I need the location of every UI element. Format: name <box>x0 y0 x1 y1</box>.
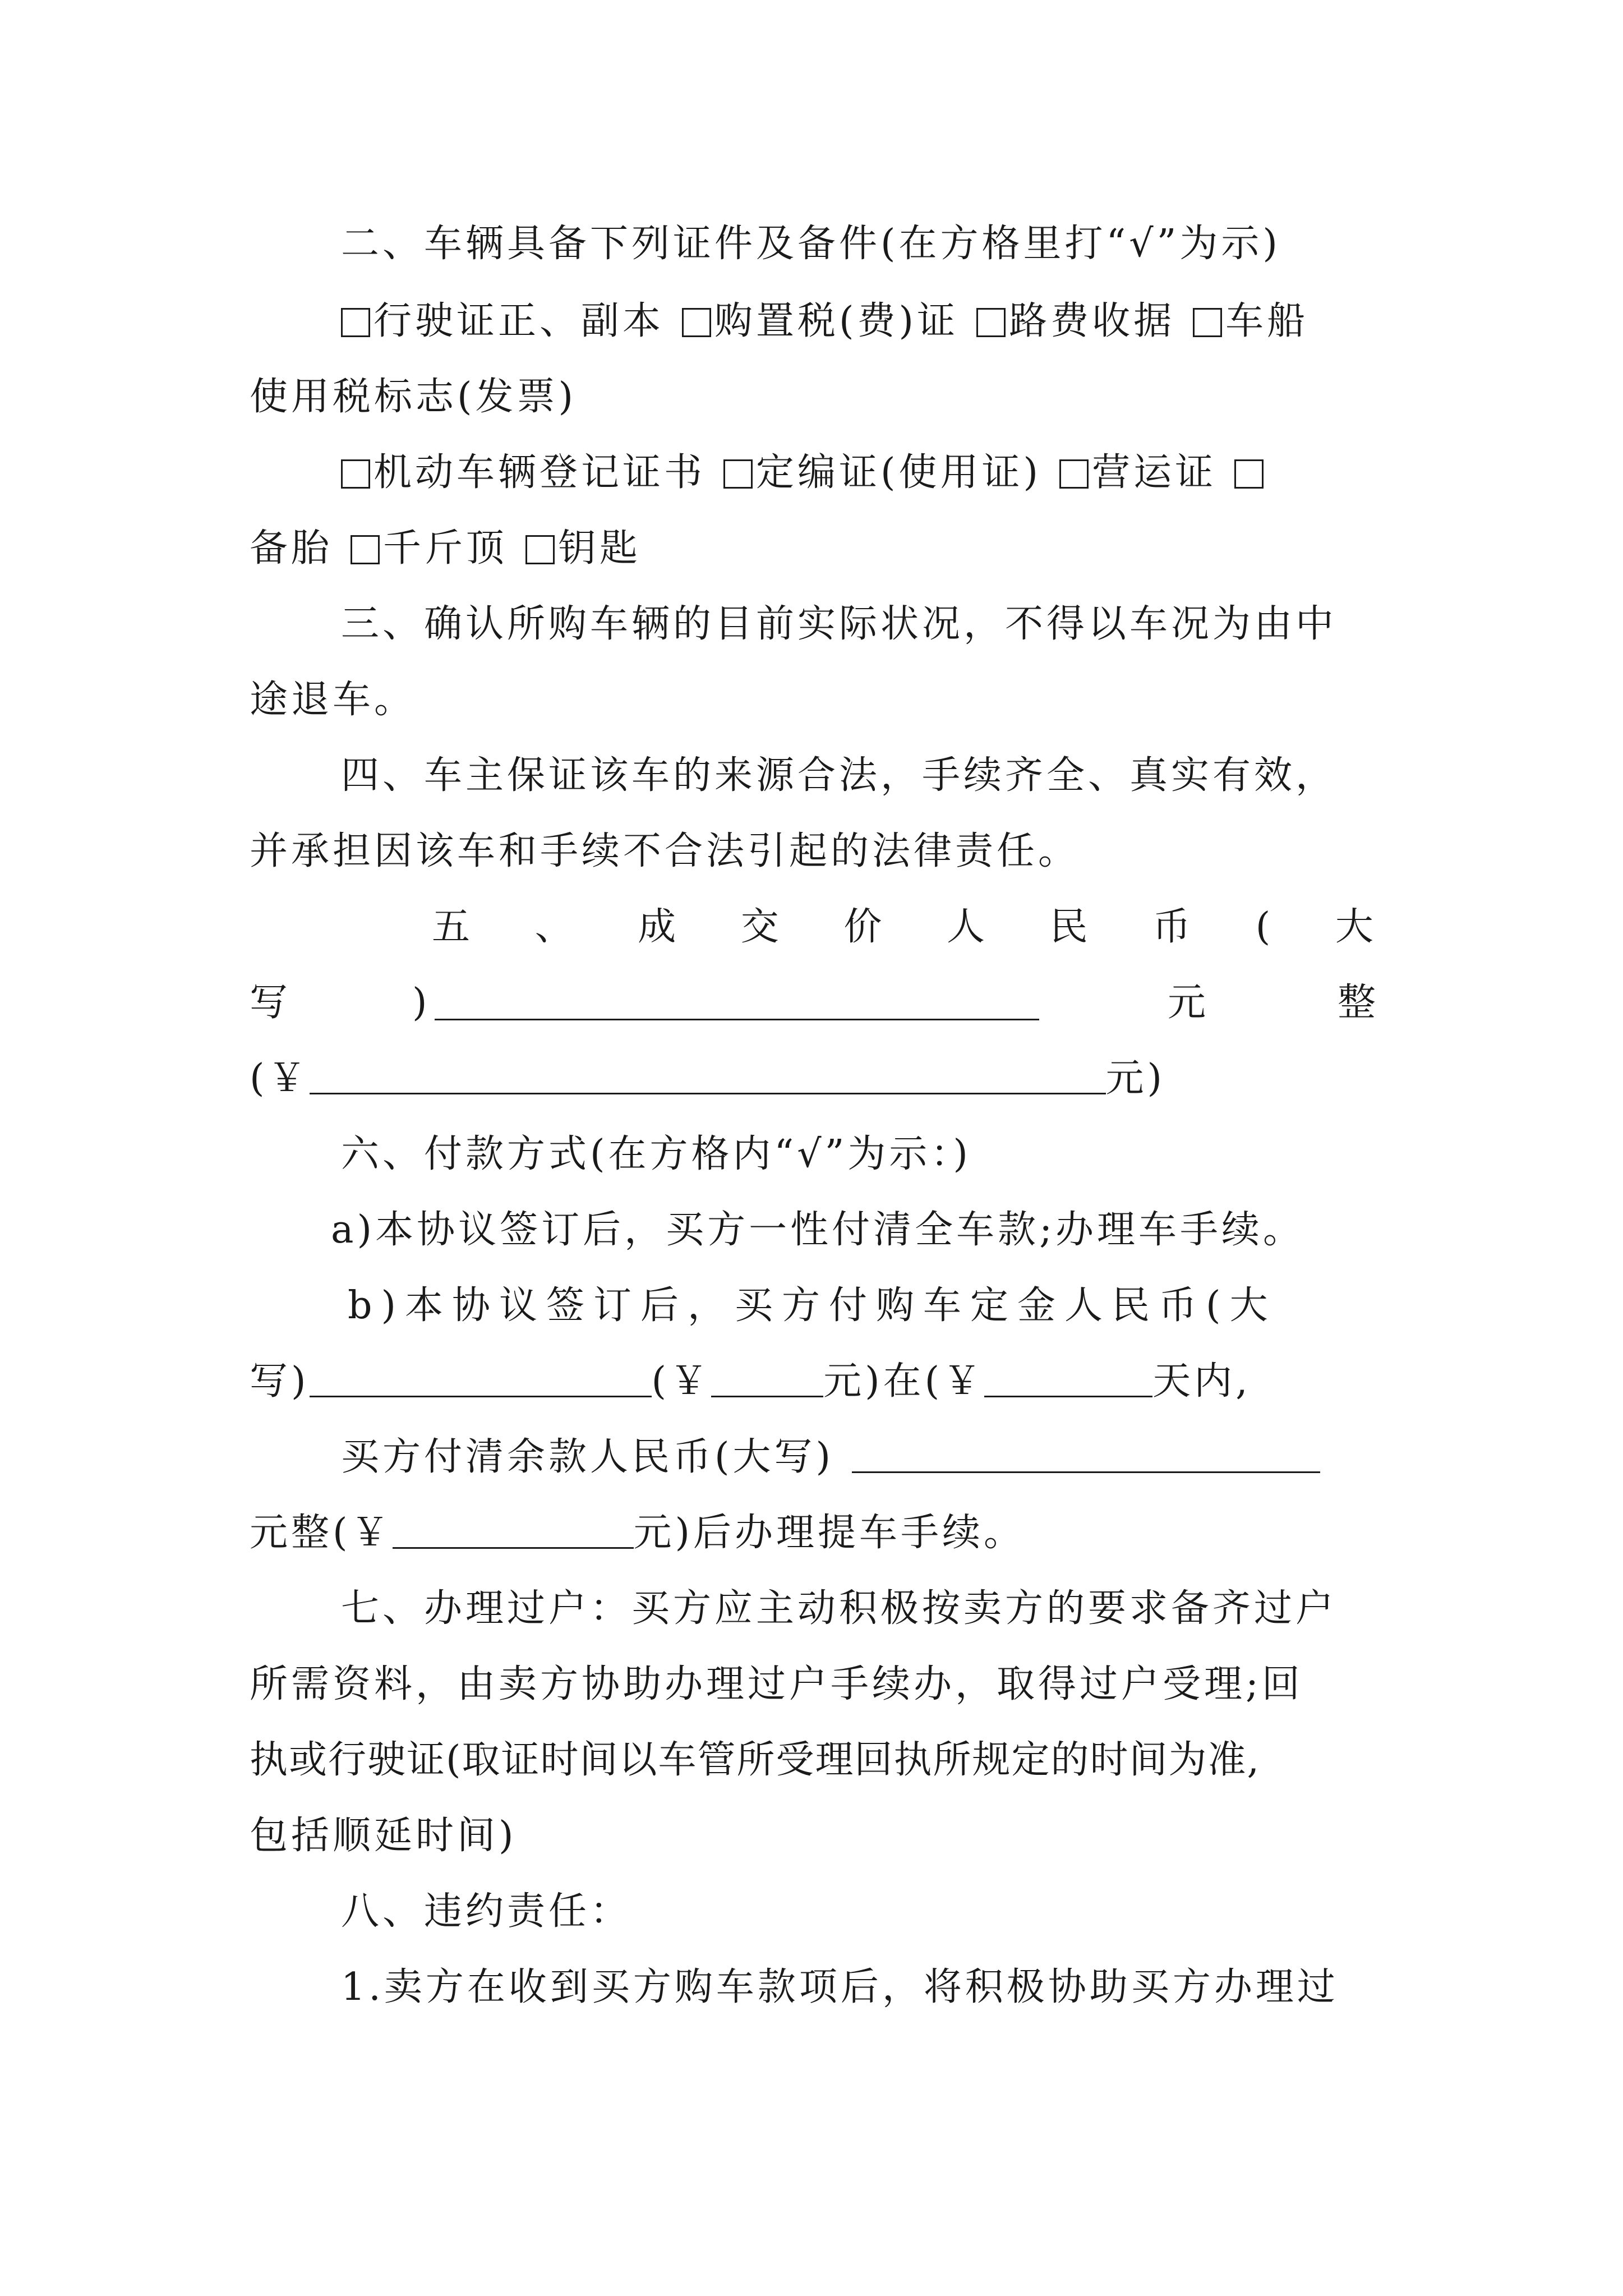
char: 五 <box>432 905 474 949</box>
checkbox[interactable] <box>682 308 711 337</box>
section-7-line-4: 包括顺延时间) <box>250 1814 517 1858</box>
text: 元) <box>1105 1056 1166 1101</box>
balance-words-blank[interactable] <box>852 1432 1320 1473</box>
char: 、 <box>534 905 577 949</box>
section-4-line-2: 并承担因该车和手续不合法引起的法律责任。 <box>250 829 1080 873</box>
checklist-row-2 <box>341 445 1377 501</box>
item-label: 千斤顶 <box>383 526 508 570</box>
char: ( <box>1255 905 1274 949</box>
section-5-line-2 <box>250 975 1380 1031</box>
text: (￥ <box>651 1359 712 1404</box>
char: 民 <box>1049 905 1091 949</box>
char: 人 <box>946 905 988 949</box>
char: 大 <box>1335 905 1377 949</box>
checkbox[interactable] <box>723 459 753 489</box>
section-7-line-1: 七、办理过户：买方应主动积极按卖方的要求备齐过户 <box>341 1586 1338 1631</box>
amount-words-blank[interactable] <box>435 979 1039 1020</box>
section-7-line-2: 所需资料，由卖方协助办理过户手续办，取得过户受理;回 <box>250 1662 1303 1706</box>
section-3-line-1: 三、确认所购车辆的目前实际状况，不得以车况为由中 <box>341 602 1338 646</box>
checkbox[interactable] <box>1234 459 1264 489</box>
text: 天内, <box>1152 1359 1251 1404</box>
text: 买方付清余款人民币(大写) <box>341 1435 834 1479</box>
section-8-title: 八、违约责任： <box>341 1889 632 1934</box>
checkbox[interactable] <box>525 535 555 564</box>
text: 写) <box>250 1359 310 1404</box>
char: 价 <box>843 905 886 949</box>
section-8-item-1: 1.卖方在收到买方购车款项后，将积极协助买方办理过 <box>341 1965 1339 2009</box>
text: 整 <box>1338 981 1380 1025</box>
section-6-option-b-line-1: b)本协议签订后，买方付购车定金人民币(大 <box>348 1283 1277 1328</box>
char: 成 <box>638 905 680 949</box>
deposit-words-blank[interactable] <box>310 1356 652 1397</box>
text: 元整(￥ <box>250 1511 393 1555</box>
deposit-number-blank[interactable] <box>711 1356 823 1397</box>
balance-number-blank[interactable] <box>393 1508 634 1549</box>
section-7-line-3: 执或行驶证(取证时间以车管所受理回执所规定的时间为准, <box>250 1738 1261 1782</box>
item-label: 定编证(使用证) <box>756 450 1042 495</box>
amount-number-blank[interactable] <box>310 1053 1106 1094</box>
text: 元)后办理提车手续。 <box>633 1511 1026 1555</box>
section-4-line-1: 四、车主保证该车的来源合法，手续齐全、真实有效， <box>341 753 1338 798</box>
section-6-title: 六、付款方式(在方格内“√”为示：) <box>341 1132 971 1176</box>
checklist-row-1 <box>341 293 1377 349</box>
text: 元)在(￥ <box>823 1359 985 1404</box>
item-label: 路费收据 <box>1009 299 1175 343</box>
checkbox[interactable] <box>1059 459 1089 489</box>
checkbox[interactable] <box>351 535 380 564</box>
item-label: 营运证 <box>1092 450 1217 495</box>
item-label: 行驶证正、副本 <box>374 299 665 343</box>
section-6-option-b-line-2 <box>250 1354 1377 1410</box>
checklist-row-1-cont: 使用税标志(发票) <box>250 375 577 419</box>
item-label: 购置税(费)证 <box>714 299 959 343</box>
section-5-line-1 <box>432 899 1377 955</box>
section-5-line-3 <box>250 1051 1377 1107</box>
days-blank[interactable] <box>984 1356 1152 1397</box>
checklist-row-2-cont <box>250 521 1377 577</box>
text: 写 <box>250 981 292 1025</box>
text: ) <box>412 981 431 1025</box>
item-label: 备胎 <box>250 526 333 570</box>
char: 交 <box>740 905 782 949</box>
checkbox[interactable] <box>341 459 370 489</box>
char: 币 <box>1152 905 1195 949</box>
section-3-line-2: 途退车。 <box>250 678 416 722</box>
section-6-option-a: a)本协议签订后，买方一性付清全车款;办理车手续。 <box>331 1208 1304 1252</box>
item-label: 钥匙 <box>558 526 642 570</box>
item-label: 机动车辆登记证书 <box>374 450 706 495</box>
item-label: 车船 <box>1225 299 1309 343</box>
checkbox[interactable] <box>1193 308 1222 337</box>
text: 元 <box>1168 981 1210 1025</box>
section-6-option-b-line-3 <box>341 1429 1377 1485</box>
section-6-option-b-line-4 <box>250 1505 1377 1561</box>
checkbox[interactable] <box>341 308 370 337</box>
text: (￥ <box>250 1056 310 1101</box>
checkbox[interactable] <box>976 308 1006 337</box>
section-2-title: 二、车辆具备下列证件及备件(在方格里打“√”为示) <box>341 222 1281 266</box>
